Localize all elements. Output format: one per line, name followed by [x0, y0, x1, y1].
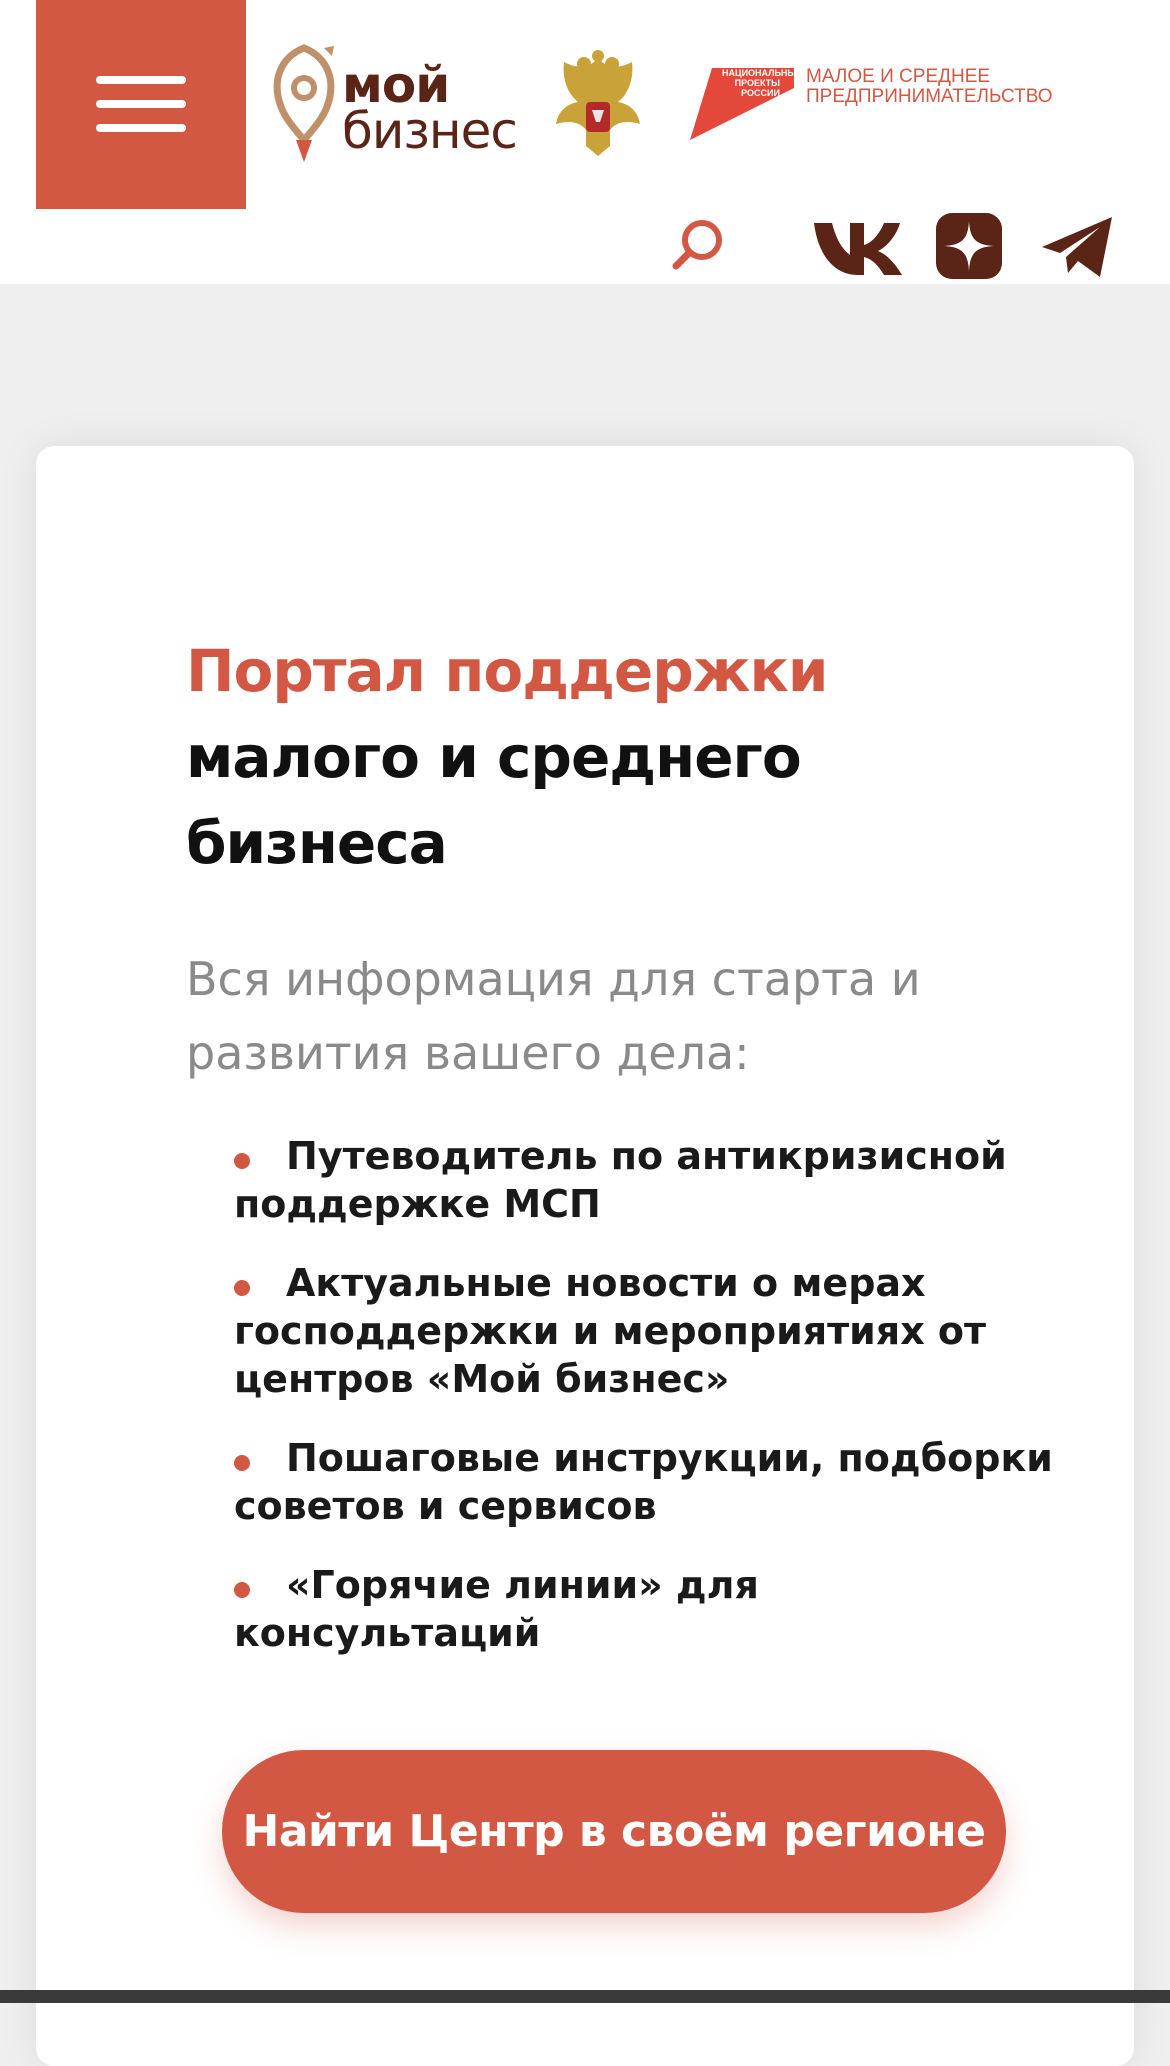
feature-item [234, 1259, 1064, 1403]
menu-icon-bar-top [96, 76, 186, 84]
bullet-dot-icon [234, 1280, 250, 1296]
logo-word-biznes: бизнес [342, 102, 517, 160]
menu-icon-bar-middle [96, 100, 186, 108]
feature-item [234, 1561, 1064, 1657]
search-icon[interactable] [668, 216, 728, 276]
feature-item [234, 1132, 1064, 1228]
vk-icon[interactable] [812, 213, 902, 283]
hero-title-accent: Портал поддержки [186, 637, 828, 705]
bottom-bar [0, 1990, 1170, 2003]
feature-list [234, 1132, 1064, 1688]
telegram-icon[interactable] [1040, 213, 1114, 283]
bullet-dot-icon [234, 1153, 250, 1169]
feature-text: Путеводитель по антикризисной поддержке МСП [234, 1134, 1007, 1226]
russian-coat-of-arms-icon [548, 50, 648, 160]
logo-word-moy: мой [342, 56, 450, 114]
bullet-dot-icon [234, 1455, 250, 1471]
msp-title-line2: ПРЕДПРИНИМАТЕЛЬСТВО [806, 86, 1053, 107]
hero-title-rest: малого и среднего бизнеса [186, 723, 801, 877]
menu-button[interactable] [36, 0, 246, 209]
feature-text: Пошаговые инструкции, подборки советов и сервисов [234, 1436, 1053, 1528]
national-projects-logo-text: НАЦИОНАЛЬНЫЕ ПРОЕКТЫ РОССИИ [722, 68, 803, 98]
bullet-dot-icon [234, 1582, 250, 1598]
feature-text: Актуальные новости о мерах господдержки и мероприятиях от центров «Мой бизнес» [234, 1261, 987, 1401]
dzen-icon[interactable] [936, 213, 1002, 279]
header [0, 0, 1170, 284]
hero-subtitle: Вся информация для старта и развития вашего дела: [186, 952, 921, 1080]
msp-title [806, 67, 1053, 107]
national-projects-logo [690, 62, 803, 142]
feature-item [234, 1434, 1064, 1530]
moy-biznes-logo[interactable] [272, 44, 532, 164]
hero-title [186, 628, 1046, 886]
find-center-button[interactable]: Найти Центр в своём регионе [222, 1750, 1006, 1913]
feature-text: «Горячие линии» для консультаций [234, 1563, 759, 1655]
menu-icon-bar-bottom [96, 124, 186, 132]
msp-title-line1: МАЛОЕ И СРЕДНЕЕ [806, 66, 991, 87]
rocket-pin-icon [272, 44, 336, 164]
